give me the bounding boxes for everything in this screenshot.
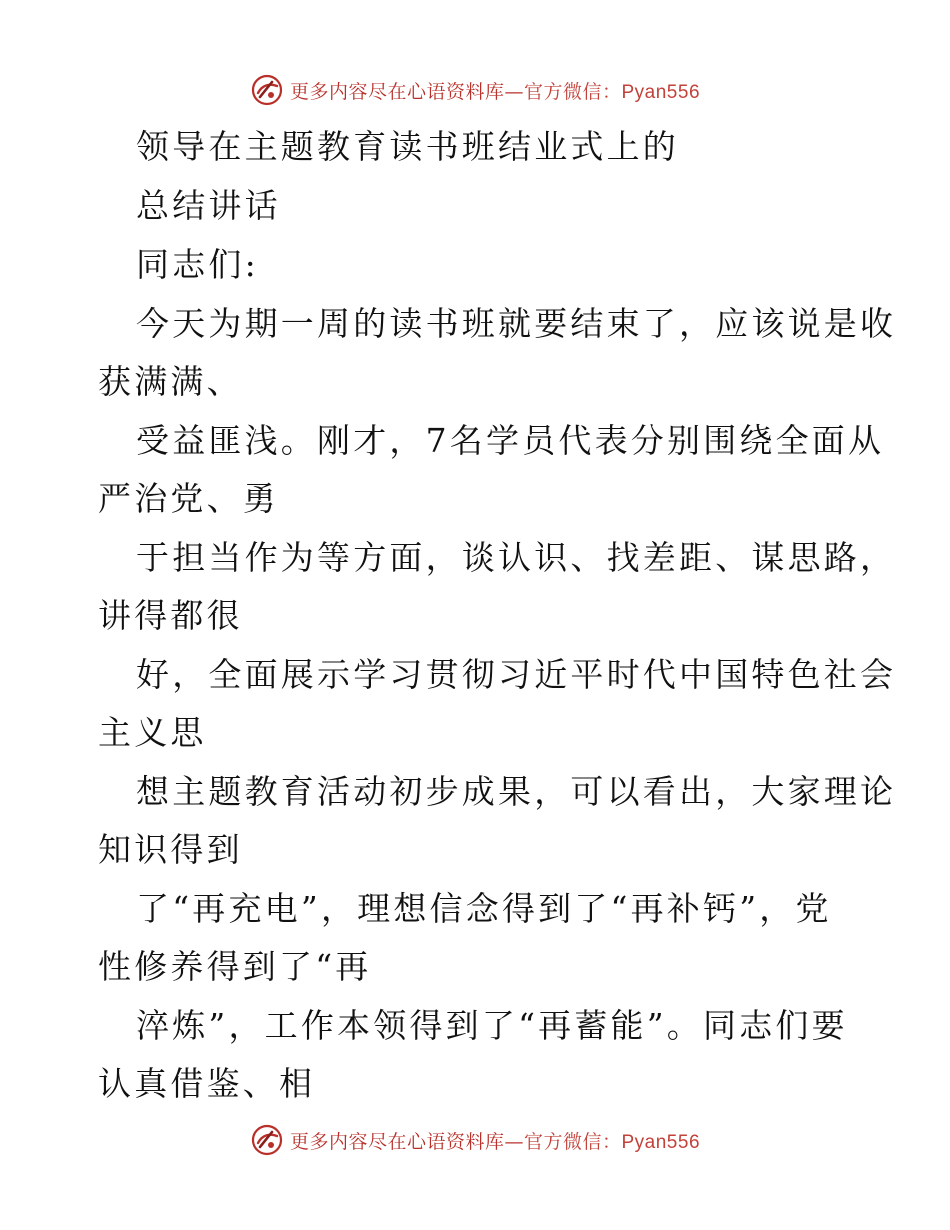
banner-separator: — [504,80,524,103]
doc-title-line-2: 总结讲话 [136,186,281,225]
header-banner [0,70,950,110]
banner-text [290,77,700,104]
doc-line: 今天为期一周的读书班就要结束了，应该说是收 [136,304,897,343]
doc-line: 淬炼”，工作本领得到了“再蓄能”。同志们要 [136,1006,848,1045]
doc-line: 想主题教育活动初步成果，可以看出，大家理论 [136,772,897,811]
doc-title-line-1: 领导在主题教育读书班结业式上的 [136,127,679,166]
banner-separator: — [504,1130,524,1153]
doc-line: 认真借鉴、相 [98,1064,316,1103]
banner-text [290,1127,700,1154]
doc-line: 获满满、 [98,362,243,401]
doc-line: 性修养得到了“再 [98,947,372,986]
doc-line: 受益匪浅。刚才，7名学员代表分别围绕全面从 [136,421,885,460]
footer-banner [0,1120,950,1160]
doc-line: 主义思 [98,713,207,752]
banner-wechat-text: 官方微信：Pyan556 [524,1131,701,1153]
seal-logo-icon [250,1123,284,1157]
doc-line: 严治党、勇 [98,479,279,518]
seal-logo-icon [250,73,284,107]
doc-line: 于担当作为等方面，谈认识、找差距、谋思路， [136,538,897,577]
banner-main-text: 更多内容尽在心语资料库 [289,80,505,103]
banner-wechat-text: 官方微信：Pyan556 [524,81,701,103]
doc-line: 知识得到 [98,830,243,869]
doc-line: 了“再充电”，理想信念得到了“再补钙”，党 [136,889,832,928]
doc-line: 好，全面展示学习贯彻习近平时代中国特色社会 [136,655,897,694]
doc-line: 讲得都很 [98,596,243,635]
doc-salutation: 同志们: [136,245,259,284]
banner-main-text: 更多内容尽在心语资料库 [289,1130,505,1153]
